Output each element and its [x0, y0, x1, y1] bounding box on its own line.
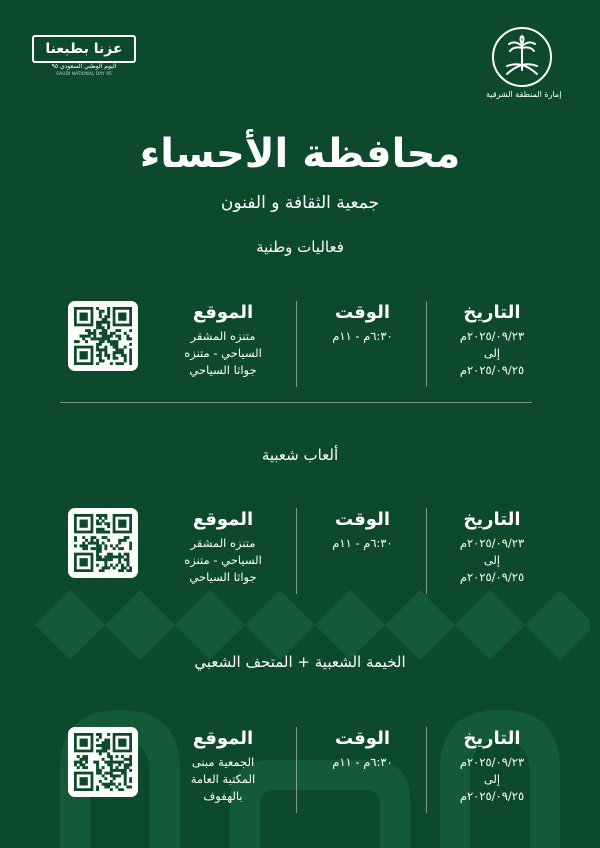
event-details-row: [60, 508, 532, 603]
time-value: ٦:٣٠م - ١١م: [332, 536, 393, 550]
date-column: [432, 301, 552, 379]
qr-code-icon: [74, 733, 132, 791]
qr-code[interactable]: [68, 508, 138, 578]
time-label: الوقت: [334, 509, 391, 530]
section-divider: [60, 402, 532, 403]
column-divider: [426, 727, 427, 813]
event-title: الخيمة الشعبية + المتحف الشعبي: [194, 653, 406, 671]
time-column: [300, 727, 425, 771]
time-value: ٦:٣٠م - ١١م: [332, 755, 393, 769]
date-label: التاريخ: [463, 302, 521, 323]
date-to-label: إلى: [483, 346, 501, 360]
date-column: [432, 727, 552, 805]
event-details-row: [60, 727, 532, 822]
page-subtitle: جمعية الثقافة و الفنون: [220, 193, 380, 213]
qr-code-icon: [74, 307, 132, 365]
column-divider: [296, 727, 297, 813]
location-column: [158, 508, 288, 586]
emblem-label: إمارة المنطقة الشرقية: [486, 90, 562, 99]
column-divider: [426, 508, 427, 594]
date-from: ٢٠٢٥/٠٩/٢٣م: [459, 329, 525, 343]
column-divider: [296, 301, 297, 387]
location-line: السياحي - متنزه: [184, 553, 262, 567]
date-label: التاريخ: [463, 509, 521, 530]
location-label: الموقع: [192, 302, 254, 323]
date-to: ٢٠٢٥/٠٩/٢٥م: [459, 363, 525, 377]
national-day-logo-text: عزنا بطبعنا: [32, 35, 136, 63]
time-label: الوقت: [334, 728, 391, 749]
location-line: بالهفوف: [203, 789, 243, 803]
date-to: ٢٠٢٥/٠٩/٢٥م: [459, 789, 525, 803]
location-line: السياحي - متنزه: [184, 346, 262, 360]
event-details-row: [60, 301, 532, 396]
palm-swords-emblem-icon: [491, 26, 553, 88]
location-line: الجمعية مبنى: [191, 755, 255, 769]
event-title: ألعاب شعبية: [261, 446, 339, 464]
date-from: ٢٠٢٥/٠٩/٢٣م: [459, 536, 525, 550]
time-column: [300, 301, 425, 345]
location-line: متنزه المشقر: [190, 329, 256, 343]
qr-code-icon: [74, 514, 132, 572]
time-value: ٦:٣٠م - ١١م: [332, 329, 393, 343]
time-label: الوقت: [334, 302, 391, 323]
event-title: فعاليات وطنية: [256, 238, 344, 256]
location-line: المكتبة العامة: [190, 772, 256, 786]
date-to: ٢٠٢٥/٠٩/٢٥م: [459, 570, 525, 584]
location-label: الموقع: [192, 728, 254, 749]
column-divider: [426, 301, 427, 387]
national-day-subtitle: اليوم الوطني السعودي ٩٥: [51, 63, 117, 70]
date-to-label: إلى: [483, 553, 501, 567]
date-to-label: إلى: [483, 772, 501, 786]
time-column: [300, 508, 425, 552]
date-label: التاريخ: [463, 728, 521, 749]
national-day-logo: [32, 35, 136, 77]
page-title: محافظة الأحساء: [139, 131, 461, 177]
location-column: [158, 727, 288, 805]
date-from: ٢٠٢٥/٠٩/٢٣م: [459, 755, 525, 769]
location-line: متنزه المشقر: [190, 536, 256, 550]
location-line: جواثا السياحي: [189, 570, 257, 584]
qr-code[interactable]: [68, 301, 138, 371]
qr-code[interactable]: [68, 727, 138, 797]
location-label: الموقع: [192, 509, 254, 530]
location-column: [158, 301, 288, 379]
column-divider: [296, 508, 297, 594]
saudi-emblem: [486, 26, 562, 104]
date-column: [432, 508, 552, 586]
location-line: جواثا السياحي: [189, 363, 257, 377]
national-day-subtitle-en: SAUDI NATIONAL DAY 95: [56, 72, 112, 77]
